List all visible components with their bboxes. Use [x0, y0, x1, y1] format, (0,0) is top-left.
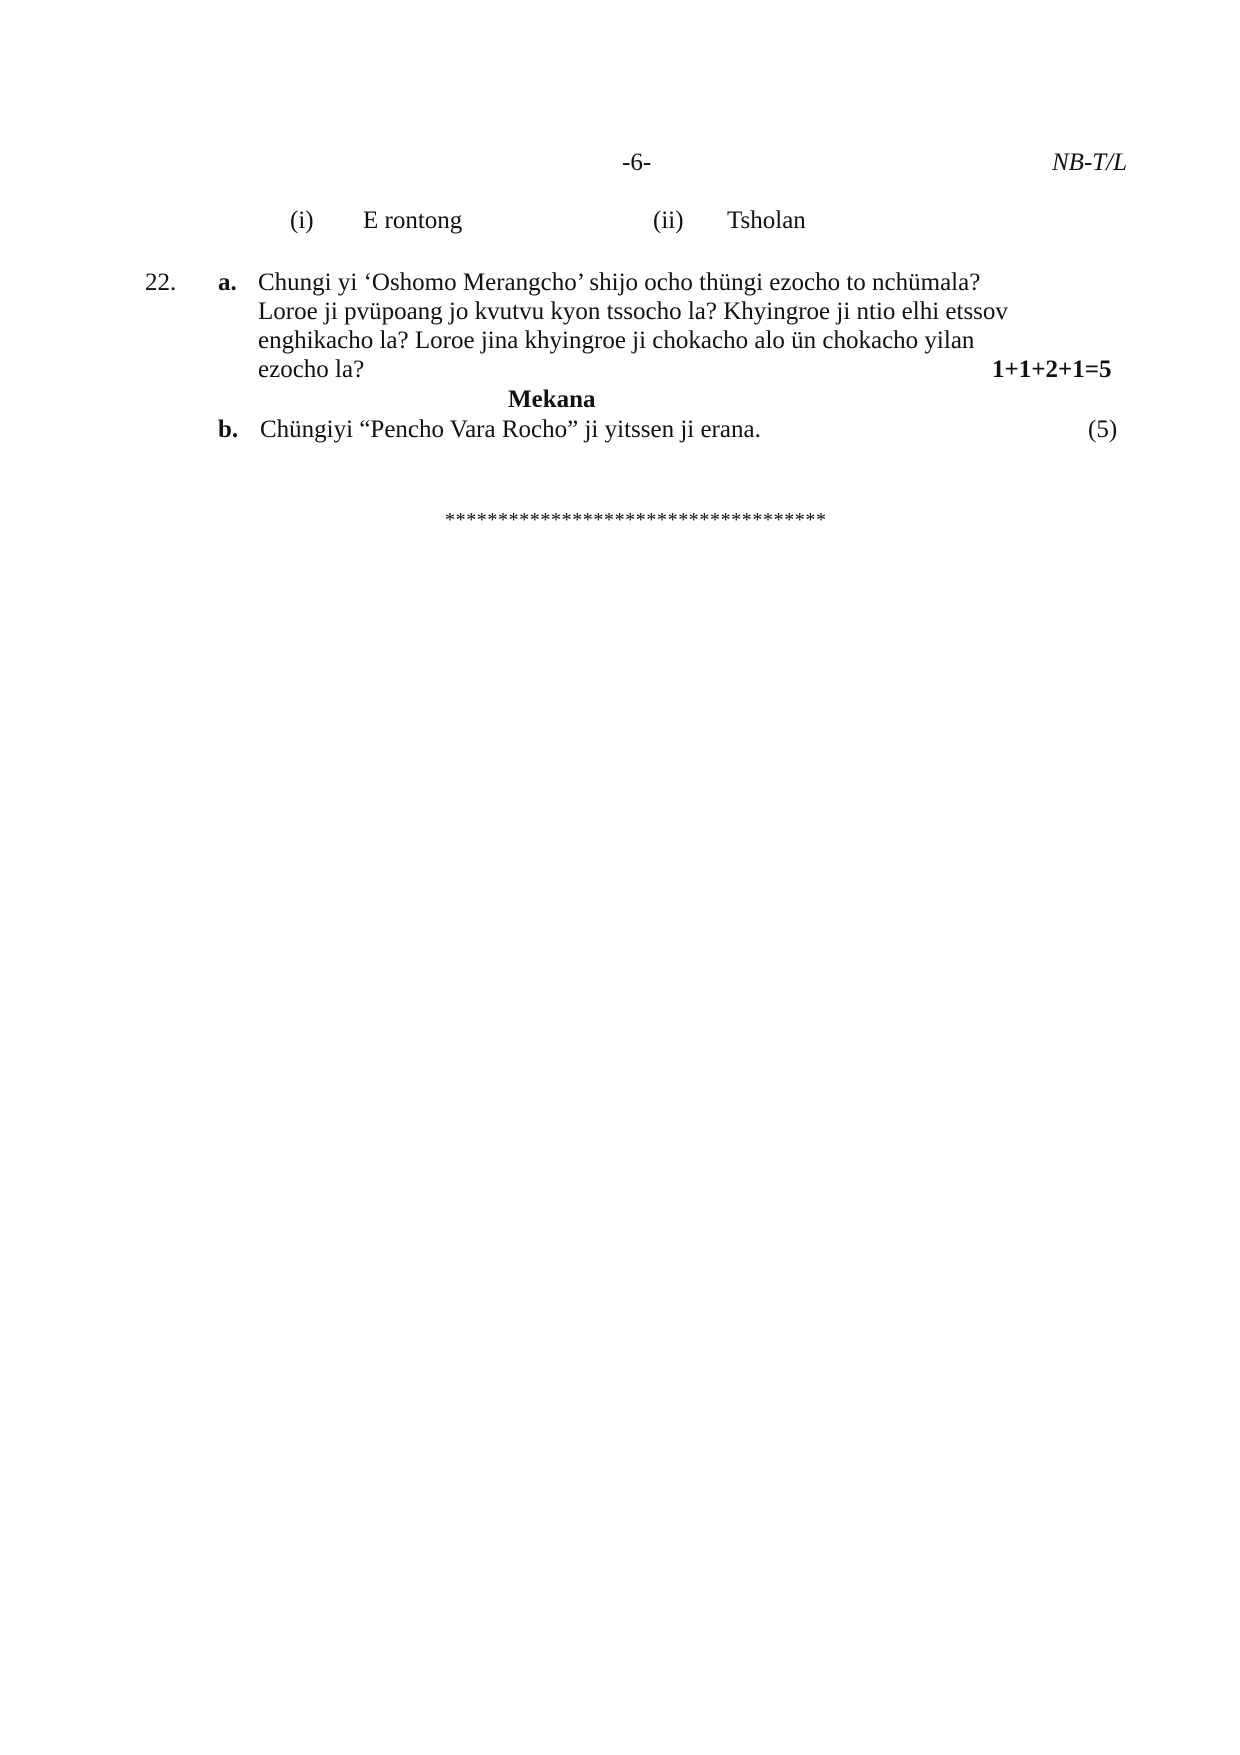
- paper-code: NB-T/L: [1052, 149, 1128, 176]
- part-b-label: b.: [218, 416, 239, 443]
- part-b-text: Chüngiyi “Pencho Vara Rocho” ji yitssen ji erana.: [260, 416, 761, 443]
- option-i-marker: (i): [290, 207, 314, 234]
- option-ii-marker: (ii): [653, 207, 684, 234]
- part-a-line-2: Loroe ji pvüpoang jo kvutvu kyon tssocho la? Khyingroe ji ntio elhi etssov: [258, 298, 1008, 325]
- option-i-text: E rontong: [363, 207, 463, 234]
- or-label: Mekana: [508, 386, 596, 413]
- end-of-paper-marker: ************************************: [445, 509, 827, 531]
- part-b-marks: (5): [1088, 416, 1118, 443]
- question-number: 22.: [145, 269, 177, 296]
- part-a-line-1: Chungi yi ‘Oshomo Merangcho’ shijo ocho thüngi ezocho to nchümala?: [258, 269, 981, 296]
- part-a-marks: 1+1+2+1=5: [992, 356, 1112, 383]
- part-a-line-3: enghikacho la? Loroe jina khyingroe ji chokacho alo ün chokacho yilan: [258, 327, 975, 354]
- part-a-line-4: ezocho la?: [258, 356, 365, 383]
- page-number: -6-: [622, 149, 652, 176]
- option-ii-text: Tsholan: [727, 207, 806, 234]
- part-a-label: a.: [218, 269, 237, 296]
